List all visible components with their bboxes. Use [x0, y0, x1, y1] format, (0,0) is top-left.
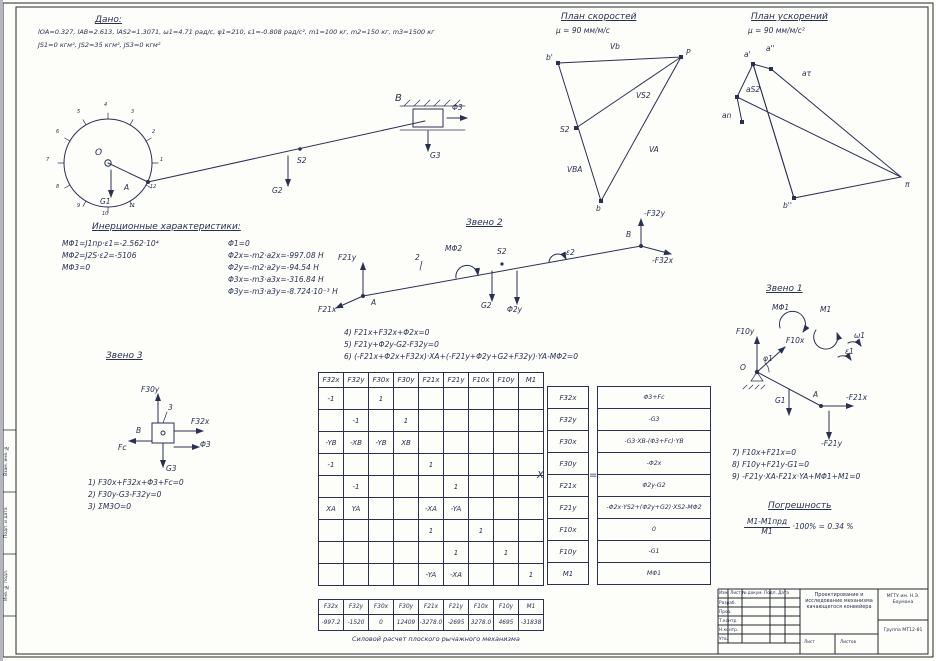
stamp-group: Группа МТ12-81: [883, 628, 923, 633]
table-cell: [419, 542, 444, 564]
table-cell: [519, 410, 544, 432]
table-row: [598, 475, 711, 497]
given-title: Дано:: [95, 15, 122, 25]
table-cell: [469, 564, 494, 586]
vp-point-s2: S2: [560, 125, 570, 134]
table-row: [319, 542, 544, 564]
stamp-organization: МГТУ им. Н.Э. Баумана: [886, 594, 920, 605]
velocity-plan-drawing: [556, 55, 683, 203]
table-cell: -XB: [344, 432, 369, 454]
mech-tick-10: 10: [102, 211, 109, 217]
l3-force-f30y: F30y: [141, 385, 160, 394]
table-cell: 3278.0: [469, 615, 494, 631]
table-cell: [369, 520, 394, 542]
table-row: [548, 453, 589, 475]
text-line: MΦ2=J2S·ε2=-5106: [62, 251, 137, 260]
table-cell: -XA: [419, 498, 444, 520]
table-cell: [419, 476, 444, 498]
l2-point-b: B: [626, 230, 632, 239]
table-row: [319, 388, 544, 410]
table-cell: [369, 410, 394, 432]
table-cell: [369, 454, 394, 476]
inertia-left-column: [62, 238, 159, 274]
text-line: 9) -F21y·XA-F21x·YA+MΦ1+M1=0: [732, 472, 861, 481]
table-cell: F30y: [548, 453, 589, 475]
text-line: Пров.: [719, 610, 732, 615]
l2-force-g2: G2: [481, 301, 492, 310]
table-cell: -YA: [444, 498, 469, 520]
table-cell: 1: [419, 520, 444, 542]
ap-point-a2: a'': [766, 44, 775, 53]
l2-force-f21x: F21x: [318, 305, 337, 314]
table-cell: -1: [319, 454, 344, 476]
l1-force-f10x: F10x: [786, 336, 805, 345]
table-cell: -G1: [598, 541, 711, 563]
table-cell: [494, 454, 519, 476]
acceleration-plan-scale: μ = 90 мм/м/с²: [748, 26, 805, 35]
l3-force-f32x: F32x: [191, 417, 210, 426]
side-strip-vzam: Взам. инв. №: [4, 445, 9, 477]
vp-point-b: b: [596, 204, 601, 213]
l2-eps2: ε2: [566, 248, 575, 257]
l1-force-f10y: F10y: [736, 327, 755, 336]
l2-link-number: 2: [415, 253, 420, 262]
table-cell: [469, 432, 494, 454]
table-cell: F30y: [394, 373, 419, 388]
table-cell: -Φ2x·YS2+(Φ2y+G2)·XS2-MΦ2: [598, 497, 711, 519]
table-row: [548, 387, 589, 409]
l3-force-g3: G3: [166, 464, 177, 473]
table-cell: -1: [319, 388, 344, 410]
table-cell: 1: [369, 388, 394, 410]
table-cell: [394, 454, 419, 476]
l2-moment-mphi2: MΦ2: [445, 244, 463, 253]
stamp-roles: [719, 599, 738, 644]
rhs-vector: [597, 386, 711, 585]
table-cell: [394, 476, 419, 498]
error-title: Погрешность: [768, 501, 832, 511]
table-row: [548, 563, 589, 585]
table-cell: [419, 388, 444, 410]
error-result: ·100% = 0.34 %: [792, 522, 854, 532]
l1-force-f21y: -F21y: [821, 439, 843, 448]
mech-tick-7: 7: [46, 157, 50, 163]
stamp-header-row: Изм. Лист № докум. Подп. Дата: [719, 590, 789, 595]
text-line: Φ1=0: [228, 239, 250, 248]
table-cell: [344, 454, 369, 476]
l2-force-f32y: -F32y: [644, 209, 666, 218]
table-cell: [519, 388, 544, 410]
table-row: [598, 453, 711, 475]
link2-title: Звено 2: [466, 218, 503, 228]
table-row: [598, 497, 711, 519]
table-cell: [369, 542, 394, 564]
table-cell: F32x: [319, 600, 344, 615]
ap-point-as2: aS2: [746, 85, 761, 94]
table-cell: F21y: [548, 497, 589, 519]
table-cell: [494, 388, 519, 410]
table-cell: F32y: [344, 373, 369, 388]
matrix-header-row: [319, 373, 544, 388]
mech-point-b: B: [395, 93, 402, 104]
inertia-title: Инерционные характеристики:: [92, 222, 241, 232]
text-line: Т.контр.: [719, 619, 738, 624]
table-cell: -YB: [319, 432, 344, 454]
table-cell: 0: [369, 615, 394, 631]
mech-point-a: A: [124, 183, 130, 192]
table-cell: [369, 564, 394, 586]
mech-tick-9: 9: [77, 203, 81, 209]
l1-eps1: ε1: [845, 347, 854, 356]
ap-point-a1: a': [744, 50, 751, 59]
error-fraction: [744, 518, 790, 536]
table-cell: [344, 388, 369, 410]
table-row: [598, 409, 711, 431]
table-cell: [494, 520, 519, 542]
l1-point-a: A: [813, 390, 819, 399]
text-line: Разраб.: [719, 601, 736, 606]
mechanism-drawing: [58, 100, 467, 213]
table-cell: M1: [548, 563, 589, 585]
table-cell: [394, 498, 419, 520]
text-line: MΦ1=J1пр·ε1=-2.562·10⁴: [62, 239, 159, 248]
l1-phi1: φ1: [763, 354, 773, 363]
table-row: [598, 387, 711, 409]
table-cell: -G3: [598, 409, 711, 431]
mech-force-g2: G2: [272, 186, 283, 195]
text-line: 6) (-F21x+Φ2x+F32x)·XA+(-F21y+Φ2y+G2+F32y)·YA-MΦ2=0: [344, 352, 578, 361]
l1-force-g1: G1: [775, 396, 786, 405]
table-cell: -Φ2x: [598, 453, 711, 475]
table-cell: [444, 388, 469, 410]
table-cell: 1: [469, 520, 494, 542]
ap-vector-at: aτ: [802, 69, 812, 78]
text-line: 4) F21x+F32x+Φ2x=0: [344, 328, 430, 337]
table-cell: -XA: [444, 564, 469, 586]
mech-tick-6: 6: [56, 129, 60, 135]
table-cell: [394, 520, 419, 542]
table-cell: F10x: [548, 519, 589, 541]
table-row: [548, 409, 589, 431]
table-cell: F21x: [548, 475, 589, 497]
table-row: [319, 520, 544, 542]
text-line: Φ3x=-m3·a3x=-316.84 Н: [228, 275, 324, 284]
table-cell: [469, 388, 494, 410]
text-line: 5) F21y+Φ2y-G2-F32y=0: [344, 340, 439, 349]
vp-vector-vs2: VS2: [636, 91, 651, 100]
text-line: Φ2y=-m2·a2y=-94.54 Н: [228, 263, 319, 272]
table-cell: -1: [344, 410, 369, 432]
l1-moment-mphi1: MΦ1: [772, 303, 790, 312]
table-cell: [494, 564, 519, 586]
mech-tick-12: 12: [150, 184, 157, 190]
given-line1: lOA=0.327, lAB=2.613, lAS2=1.3071, ω1=4.71 рад/с, φ1=210, ε1=-0.808 рад/с², m1=100 кг, m2=150 кг, m3=1500 кг: [38, 28, 435, 36]
table-cell: [519, 498, 544, 520]
table-cell: 1: [444, 476, 469, 498]
given-line2: JS1=0 кгм², JS2=35 кгм², JS3=0 кгм²: [38, 41, 161, 49]
table-cell: F21x: [419, 373, 444, 388]
mech-tick-1: 1: [160, 157, 164, 163]
table-cell: [319, 410, 344, 432]
table-cell: [494, 432, 519, 454]
table-cell: [444, 454, 469, 476]
text-line: 3) ΣM3O=0: [88, 502, 132, 511]
table-cell: [369, 498, 394, 520]
text-line: Φ2x=-m2·a2x=-997.08 Н: [228, 251, 324, 260]
table-cell: [494, 410, 519, 432]
l1-force-f21x: -F21x: [846, 393, 868, 402]
table-row: [319, 564, 544, 586]
table-cell: -1520: [344, 615, 369, 631]
scan-edge: [0, 0, 3, 661]
table-cell: F30x: [548, 431, 589, 453]
table-row: [319, 454, 544, 476]
table-row: [548, 497, 589, 519]
inertia-right-column: [228, 238, 338, 298]
l2-force-f21y: F21y: [338, 253, 357, 262]
table-cell: F10y: [548, 541, 589, 563]
mech-point-o: O: [95, 148, 103, 158]
mech-force-g1: G1: [100, 197, 111, 206]
table-cell: MΦ1: [598, 563, 711, 585]
table-cell: [469, 410, 494, 432]
table-cell: F10x: [469, 373, 494, 388]
link3-equations: [88, 477, 184, 513]
table-cell: YA: [344, 498, 369, 520]
l2-force-phi2y: Φ2y: [507, 305, 523, 314]
table-cell: -3278.0: [419, 615, 444, 631]
table-row: [598, 541, 711, 563]
table-cell: Φ3+Fc: [598, 387, 711, 409]
l2-point-s2: S2: [497, 247, 507, 256]
vp-vector-vb: Vb: [610, 42, 620, 51]
table-row: [319, 476, 544, 498]
mech-force-g3: G3: [430, 151, 441, 160]
mech-tick-3: 3: [131, 109, 135, 115]
table-row: [548, 541, 589, 563]
table-cell: [469, 498, 494, 520]
table-row: [319, 410, 544, 432]
error-formula: [744, 518, 854, 536]
table-cell: [419, 410, 444, 432]
l3-point-b: B: [136, 426, 142, 435]
table-cell: [444, 432, 469, 454]
table-cell: [369, 476, 394, 498]
table-cell: F32y: [548, 409, 589, 431]
table-cell: M1: [519, 600, 544, 615]
table-cell: [519, 432, 544, 454]
table-cell: [394, 388, 419, 410]
table-cell: F30x: [369, 373, 394, 388]
table-cell: F30x: [369, 600, 394, 615]
table-cell: [394, 564, 419, 586]
table-row: [319, 432, 544, 454]
table-row: [548, 431, 589, 453]
table-cell: -1: [344, 476, 369, 498]
table-cell: [319, 542, 344, 564]
table-cell: F32y: [344, 600, 369, 615]
table-cell: F10x: [469, 600, 494, 615]
link3-title: Звено 3: [106, 351, 143, 361]
footer-note: Силовой расчет плоского рычажного механизма: [352, 635, 520, 643]
table-cell: -YA: [419, 564, 444, 586]
table-cell: [344, 564, 369, 586]
table-cell: [494, 498, 519, 520]
velocity-plan-scale: μ = 90 мм/м/с: [556, 26, 610, 35]
ap-vector-an: an: [722, 111, 732, 120]
table-row: [548, 475, 589, 497]
table-row: [548, 519, 589, 541]
table-cell: [444, 410, 469, 432]
l2-point-a: A: [371, 298, 377, 307]
l3-force-fc: Fc: [118, 443, 127, 452]
table-cell: -31838: [519, 615, 544, 631]
text-line: 8) F10y+F21y-G1=0: [732, 460, 810, 469]
matrix-equals-symbol: =: [589, 470, 598, 481]
table-cell: -997.2: [319, 615, 344, 631]
error-numerator: M1-M1прд: [744, 518, 790, 528]
l3-link-number: 3: [168, 403, 173, 412]
results-header-row: [319, 600, 544, 615]
table-cell: [444, 520, 469, 542]
table-cell: [469, 454, 494, 476]
table-cell: [519, 520, 544, 542]
l2-force-f32x: -F32x: [652, 256, 674, 265]
text-line: Н.контр.: [719, 628, 739, 633]
coefficient-matrix: [318, 372, 544, 586]
table-cell: F10y: [494, 373, 519, 388]
link2-fbd-drawing: [336, 219, 674, 308]
text-line: Утв.: [719, 637, 729, 642]
l3-force-phi3: Φ3: [200, 440, 211, 449]
l1-omega1: ω1: [854, 331, 866, 340]
table-cell: [319, 564, 344, 586]
mech-tick-11: 11: [129, 203, 136, 209]
l1-moment-m1: M1: [820, 305, 832, 314]
table-cell: [469, 542, 494, 564]
table-cell: Φ2y-G2: [598, 475, 711, 497]
results-value-row: [319, 615, 544, 631]
mech-tick-4: 4: [104, 102, 108, 108]
table-cell: [519, 542, 544, 564]
table-cell: 12409: [394, 615, 419, 631]
table-cell: F21y: [444, 373, 469, 388]
vp-point-pole: P: [686, 48, 691, 57]
table-cell: 1: [519, 564, 544, 586]
table-cell: [344, 520, 369, 542]
table-cell: [494, 476, 519, 498]
side-strip-podp: Подп. и дата: [4, 507, 9, 539]
table-cell: [319, 520, 344, 542]
ap-point-b2: b'': [783, 201, 792, 210]
table-cell: 0: [598, 519, 711, 541]
table-row: [319, 498, 544, 520]
table-cell: F32x: [319, 373, 344, 388]
unknowns-vector: [547, 386, 589, 585]
table-cell: -2695: [444, 615, 469, 631]
link1-title: Звено 1: [766, 284, 803, 294]
results-table: [318, 599, 544, 631]
ap-point-pi: π: [905, 180, 910, 189]
table-cell: [419, 432, 444, 454]
table-cell: [319, 476, 344, 498]
table-cell: -YB: [369, 432, 394, 454]
l1-point-o: O: [740, 363, 746, 372]
mech-point-s2: S2: [297, 156, 307, 165]
acceleration-plan-drawing: [735, 62, 901, 200]
text-line: 1) F30x+F32x+Φ3+Fc=0: [88, 478, 184, 487]
table-cell: [469, 476, 494, 498]
table-cell: 1: [444, 542, 469, 564]
table-cell: F21y: [444, 600, 469, 615]
table-row: [598, 431, 711, 453]
table-cell: [344, 542, 369, 564]
table-cell: F32x: [548, 387, 589, 409]
table-cell: M1: [519, 373, 544, 388]
link1-equations: [732, 447, 860, 483]
mech-tick-8: 8: [56, 184, 60, 190]
table-cell: XB: [394, 432, 419, 454]
table-cell: 1: [494, 542, 519, 564]
vp-point-bprime: b': [546, 53, 553, 62]
text-line: 7) F10x+F21x=0: [732, 448, 797, 457]
table-cell: F10y: [494, 600, 519, 615]
acceleration-plan-title: План ускорений: [751, 12, 828, 22]
table-cell: 4695: [494, 615, 519, 631]
table-cell: -G3·XB-(Φ3+Fc)·YB: [598, 431, 711, 453]
text-line: MΦ3=0: [62, 263, 91, 272]
table-cell: F30y: [394, 600, 419, 615]
link1-fbd-drawing: [743, 311, 861, 439]
mech-force-phi3: Φ3: [452, 103, 463, 112]
link2-equations: [344, 327, 578, 363]
vp-vector-va: VA: [649, 145, 659, 154]
table-cell: 1: [394, 410, 419, 432]
stamp-sheets-label: Листов: [840, 640, 857, 645]
mech-tick-2: 2: [152, 129, 156, 135]
matrix-x-symbol: X: [537, 470, 544, 481]
error-denominator: M1: [761, 526, 773, 536]
text-line: 2) F30y-G3-F32y=0: [88, 490, 162, 499]
side-strip-inv: Инв. № подл.: [4, 569, 9, 601]
stamp-doc-title: Проектирование и исследование механизма качающегося конвейера: [805, 592, 873, 610]
stamp-sheet-label: Лист: [804, 640, 815, 645]
table-row: [598, 563, 711, 585]
table-cell: XA: [319, 498, 344, 520]
table-row: [598, 519, 711, 541]
velocity-plan-title: План скоростей: [561, 12, 637, 22]
table-cell: 1: [419, 454, 444, 476]
table-cell: F21x: [419, 600, 444, 615]
table-cell: [394, 542, 419, 564]
vp-vector-vba: VBA: [567, 165, 583, 174]
mech-tick-5: 5: [77, 109, 81, 115]
text-line: Φ3y=-m3·a3y=-8.724·10⁻³ Н: [228, 287, 338, 296]
